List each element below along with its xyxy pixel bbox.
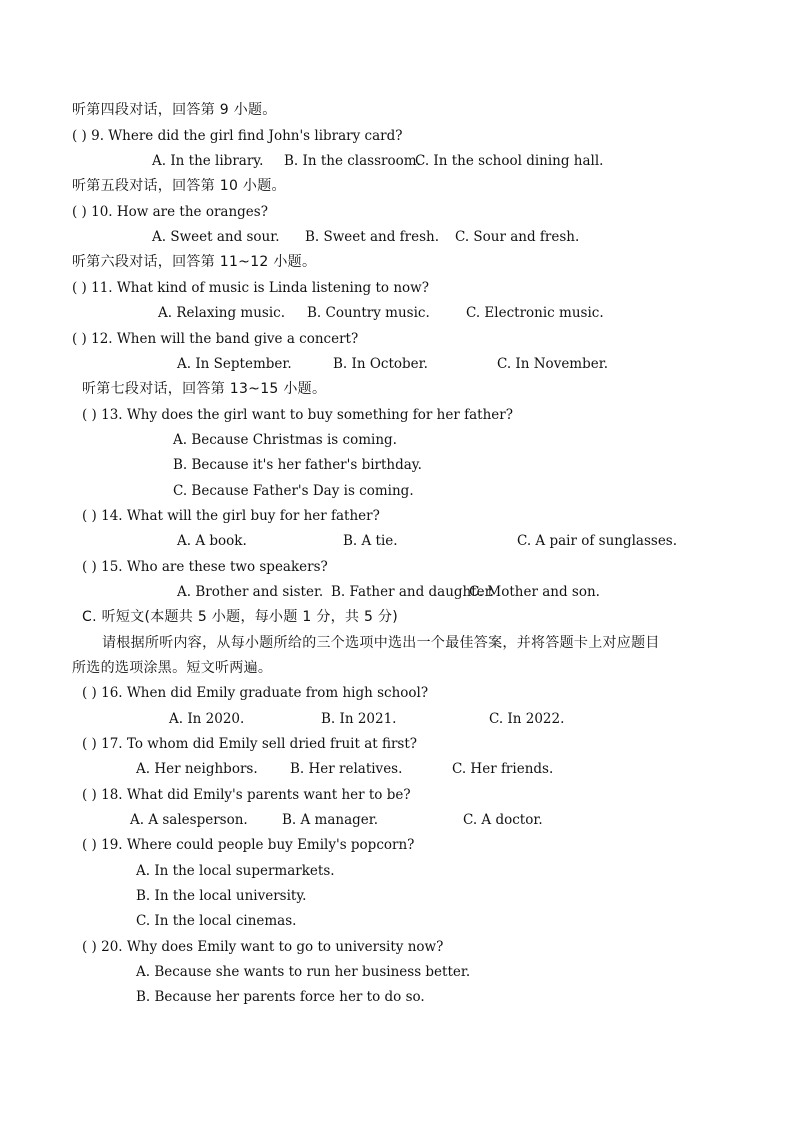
option-11c: C. Electronic music. — [466, 305, 604, 321]
section-heading-4: 听第四段对话，回答第 9 小题。 — [72, 102, 277, 118]
answer-blank[interactable]: ( ) — [82, 559, 97, 575]
question-stem: 14. What will the girl buy for her father? — [101, 508, 380, 524]
option-15c: C. Mother and son. — [469, 584, 600, 600]
question-16 — [82, 684, 428, 702]
answer-blank[interactable]: ( ) — [82, 685, 97, 701]
option-10b: B. Sweet and fresh. — [305, 229, 440, 245]
question-stem: 10. How are the oranges? — [91, 204, 268, 220]
option-17b: B. Her relatives. — [290, 761, 403, 777]
answer-blank[interactable]: ( ) — [82, 736, 97, 752]
option-9b: B. In the classroom. — [284, 153, 421, 169]
option-9a: A. In the library. — [152, 153, 264, 169]
option-16c: C. In 2022. — [489, 711, 565, 727]
option-12b: B. In October. — [333, 356, 428, 372]
question-15 — [82, 558, 328, 576]
question-stem: 19. Where could people buy Emily's popcorn? — [101, 837, 415, 853]
section-heading-7: 听第七段对话，回答第 13~15 小题。 — [82, 381, 327, 397]
question-20 — [82, 938, 443, 956]
answer-blank[interactable]: ( ) — [82, 787, 97, 803]
option-19c: C. In the local cinemas. — [136, 913, 297, 929]
option-20b: B. Because her parents force her to do so. — [136, 989, 425, 1005]
section-heading-6: 听第六段对话，回答第 11~12 小题。 — [72, 254, 317, 270]
option-19a: A. In the local supermarkets. — [136, 863, 335, 879]
question-stem: 17. To whom did Emily sell dried fruit at first? — [101, 736, 418, 752]
question-stem: 18. What did Emily's parents want her to be? — [101, 787, 411, 803]
option-10a: A. Sweet and sour. — [152, 229, 280, 245]
answer-blank[interactable]: ( ) — [72, 128, 87, 144]
section-instructions-line-1: 请根据所听内容，从每小题所给的三个选项中选出一个最佳答案，并将答题卡上对应题目 — [102, 635, 660, 651]
answer-blank[interactable]: ( ) — [72, 204, 87, 220]
section-heading-c: C. 听短文(本题共 5 小题，每小题 1 分，共 5 分) — [82, 609, 399, 625]
option-12c: C. In November. — [497, 356, 608, 372]
answer-blank[interactable]: ( ) — [82, 508, 97, 524]
question-17 — [82, 735, 417, 753]
option-18c: C. A doctor. — [463, 812, 543, 828]
answer-blank[interactable]: ( ) — [82, 407, 97, 423]
option-12a: A. In September. — [177, 356, 292, 372]
option-17c: C. Her friends. — [452, 761, 554, 777]
question-stem: 20. Why does Emily want to go to university now? — [101, 939, 444, 955]
option-20a: A. Because she wants to run her business better. — [136, 964, 471, 980]
section-heading-5: 听第五段对话，回答第 10 小题。 — [72, 178, 286, 194]
question-stem: 15. Who are these two speakers? — [101, 559, 328, 575]
answer-blank[interactable]: ( ) — [82, 939, 97, 955]
option-18a: A. A salesperson. — [130, 812, 248, 828]
option-16a: A. In 2020. — [169, 711, 245, 727]
question-stem: 9. Where did the girl find John's library card? — [91, 128, 403, 144]
question-13 — [82, 406, 513, 424]
option-14c: C. A pair of sunglasses. — [517, 533, 678, 549]
option-9c: C. In the school dining hall. — [415, 153, 604, 169]
answer-blank[interactable]: ( ) — [72, 331, 87, 347]
option-15a: A. Brother and sister. — [177, 584, 324, 600]
question-stem: 12. When will the band give a concert? — [91, 331, 359, 347]
option-13b: B. Because it's her father's birthday. — [173, 457, 422, 473]
question-stem: 13. Why does the girl want to buy something for her father? — [101, 407, 513, 423]
question-stem: 16. When did Emily graduate from high school? — [101, 685, 429, 701]
section-instructions-line-2: 所选的选项涂黑。短文听两遍。 — [72, 660, 273, 676]
option-10c: C. Sour and fresh. — [455, 229, 580, 245]
option-13a: A. Because Christmas is coming. — [173, 432, 397, 448]
answer-blank[interactable]: ( ) — [82, 837, 97, 853]
answer-blank[interactable]: ( ) — [72, 280, 87, 296]
option-17a: A. Her neighbors. — [136, 761, 258, 777]
question-18 — [82, 786, 411, 804]
question-12 — [72, 330, 358, 348]
question-19 — [82, 836, 414, 854]
option-14b: B. A tie. — [343, 533, 398, 549]
option-11a: A. Relaxing music. — [158, 305, 286, 321]
option-16b: B. In 2021. — [321, 711, 397, 727]
question-stem: 11. What kind of music is Linda listening to now? — [91, 280, 429, 296]
question-14 — [82, 507, 380, 525]
question-9 — [72, 127, 403, 145]
option-13c: C. Because Father's Day is coming. — [173, 483, 414, 499]
option-15b: B. Father and daughter. — [331, 584, 494, 600]
option-19b: B. In the local university. — [136, 888, 307, 904]
question-10 — [72, 203, 268, 221]
option-11b: B. Country music. — [307, 305, 430, 321]
option-18b: B. A manager. — [282, 812, 379, 828]
option-14a: A. A book. — [177, 533, 247, 549]
question-11 — [72, 279, 429, 297]
